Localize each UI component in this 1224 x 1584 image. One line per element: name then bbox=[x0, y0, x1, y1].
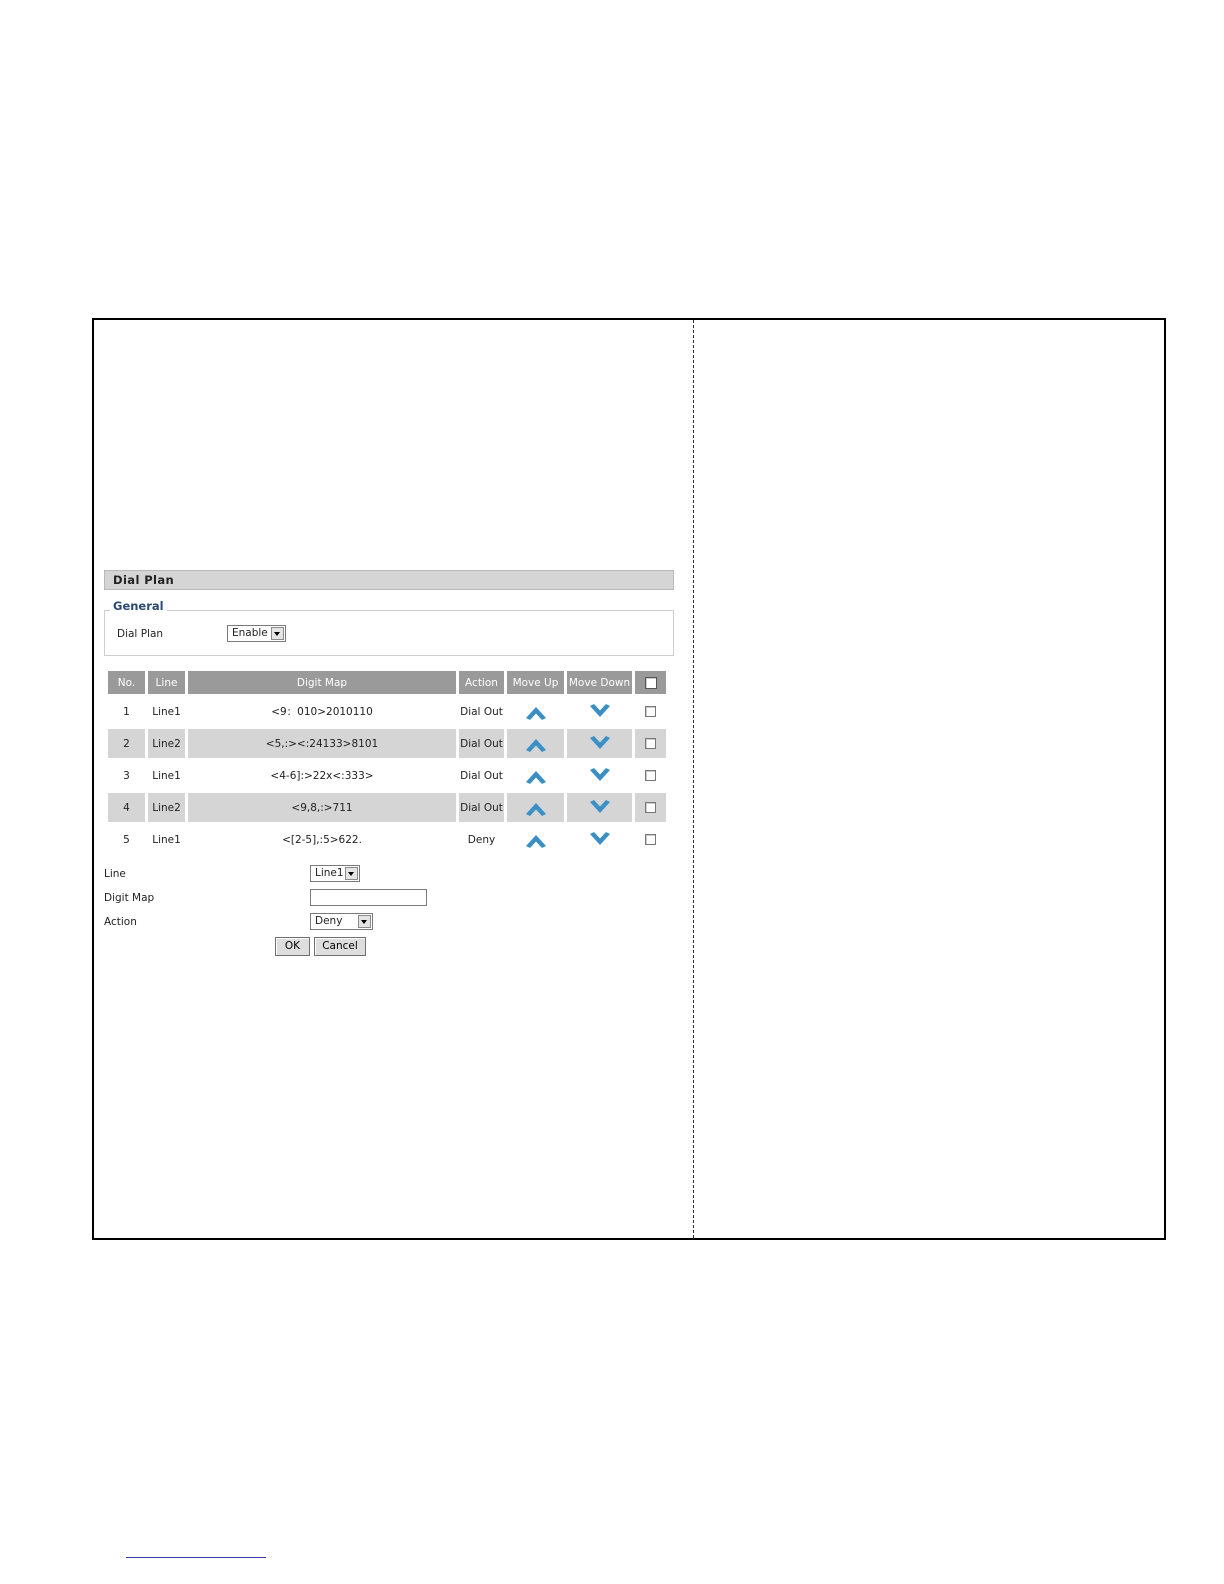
row-line: Line1 bbox=[152, 833, 181, 846]
col-header-line: Line bbox=[148, 671, 185, 694]
row-move-up-cell bbox=[507, 793, 564, 822]
row-digit-map: <5,:><:24133>8101 bbox=[188, 729, 456, 758]
dial-plan-select[interactable] bbox=[227, 625, 286, 642]
move-up-icon[interactable] bbox=[524, 702, 548, 722]
line-label: Line bbox=[104, 868, 126, 880]
button-row bbox=[104, 935, 674, 959]
row-checkbox[interactable] bbox=[645, 834, 656, 845]
row-digit-map: <4-6]:>22x<:333> bbox=[270, 769, 374, 782]
row-no: 1 bbox=[123, 705, 130, 718]
move-down-icon[interactable] bbox=[588, 734, 612, 754]
row-move-up-cell bbox=[507, 697, 564, 726]
cancel-button[interactable]: Cancel bbox=[314, 937, 366, 956]
table-header-row bbox=[108, 671, 666, 694]
action-row bbox=[104, 911, 674, 935]
row-checkbox[interactable] bbox=[645, 802, 656, 813]
general-legend: General bbox=[110, 599, 167, 613]
table-row bbox=[108, 793, 666, 822]
row-select-cell bbox=[635, 729, 666, 758]
action-label: Action bbox=[104, 916, 137, 928]
row-action: Dial Out bbox=[459, 793, 504, 822]
row-line: Line2 bbox=[148, 729, 185, 758]
row-move-down-cell bbox=[567, 761, 632, 790]
dial-plan-label: Dial Plan bbox=[117, 628, 164, 640]
digit-map-label: Digit Map bbox=[104, 892, 155, 904]
row-move-down-cell bbox=[567, 825, 632, 854]
col-header-no: No. bbox=[108, 671, 145, 694]
dial-plan-table bbox=[105, 668, 669, 857]
move-up-icon[interactable] bbox=[524, 734, 548, 754]
row-select-cell bbox=[635, 793, 666, 822]
table-row bbox=[108, 697, 666, 726]
move-down-icon[interactable] bbox=[588, 702, 612, 722]
move-down-icon[interactable] bbox=[588, 798, 612, 818]
dial-plan-select-value: Enable bbox=[232, 627, 268, 639]
row-move-up-cell bbox=[507, 825, 564, 854]
row-no: 4 bbox=[108, 793, 145, 822]
line-row bbox=[104, 863, 674, 887]
row-digit-map: <9：010>2010110 bbox=[271, 706, 373, 718]
row-select-cell bbox=[635, 697, 666, 726]
select-all-checkbox[interactable] bbox=[645, 677, 657, 689]
dial-plan-panel bbox=[104, 570, 674, 959]
row-no: 2 bbox=[108, 729, 145, 758]
action-select[interactable] bbox=[310, 913, 373, 930]
col-header-move-up: Move Up bbox=[507, 671, 564, 694]
move-down-icon[interactable] bbox=[588, 830, 612, 850]
row-move-down-cell bbox=[567, 697, 632, 726]
col-header-action: Action bbox=[459, 671, 504, 694]
move-up-icon[interactable] bbox=[524, 766, 548, 786]
dropdown-arrow-icon[interactable] bbox=[358, 915, 371, 928]
row-action: Dial Out bbox=[459, 729, 504, 758]
row-move-down-cell bbox=[567, 729, 632, 758]
row-digit-map: <[2-5],:5>622. bbox=[282, 833, 362, 846]
ok-button[interactable]: OK bbox=[275, 937, 310, 956]
row-select-cell bbox=[635, 825, 666, 854]
digit-map-input[interactable] bbox=[310, 889, 427, 906]
footer-link-underline bbox=[126, 1557, 266, 1558]
row-action: Dial Out bbox=[460, 705, 503, 718]
digit-map-row bbox=[104, 887, 674, 911]
row-line: Line1 bbox=[152, 705, 181, 718]
col-header-select-all bbox=[635, 671, 666, 694]
column-divider bbox=[693, 320, 694, 1238]
action-select-value: Deny bbox=[315, 915, 343, 927]
move-up-icon[interactable] bbox=[524, 798, 548, 818]
row-move-up-cell bbox=[507, 729, 564, 758]
row-checkbox[interactable] bbox=[645, 738, 656, 749]
row-checkbox[interactable] bbox=[645, 770, 656, 781]
row-no: 3 bbox=[123, 769, 130, 782]
page-frame bbox=[92, 318, 1166, 1240]
line-select[interactable] bbox=[310, 865, 360, 882]
table-row bbox=[108, 761, 666, 790]
table-row bbox=[108, 825, 666, 854]
move-up-icon[interactable] bbox=[524, 830, 548, 850]
row-action: Dial Out bbox=[460, 769, 503, 782]
row-select-cell bbox=[635, 761, 666, 790]
row-line: Line1 bbox=[152, 769, 181, 782]
general-fieldset bbox=[104, 599, 674, 656]
dropdown-arrow-icon[interactable] bbox=[271, 627, 284, 640]
move-down-icon[interactable] bbox=[588, 766, 612, 786]
col-header-digit-map: Digit Map bbox=[188, 671, 456, 694]
row-action: Deny bbox=[467, 833, 496, 846]
row-digit-map: <9,8,:>711 bbox=[188, 793, 456, 822]
dropdown-arrow-icon[interactable] bbox=[345, 867, 358, 880]
line-select-value: Line1 bbox=[315, 867, 344, 879]
row-checkbox[interactable] bbox=[645, 706, 656, 717]
row-move-up-cell bbox=[507, 761, 564, 790]
section-title: Dial Plan bbox=[104, 570, 674, 590]
row-no: 5 bbox=[123, 833, 130, 846]
col-header-move-down: Move Down bbox=[567, 671, 632, 694]
row-line: Line2 bbox=[148, 793, 185, 822]
table-row bbox=[108, 729, 666, 758]
row-move-down-cell bbox=[567, 793, 632, 822]
